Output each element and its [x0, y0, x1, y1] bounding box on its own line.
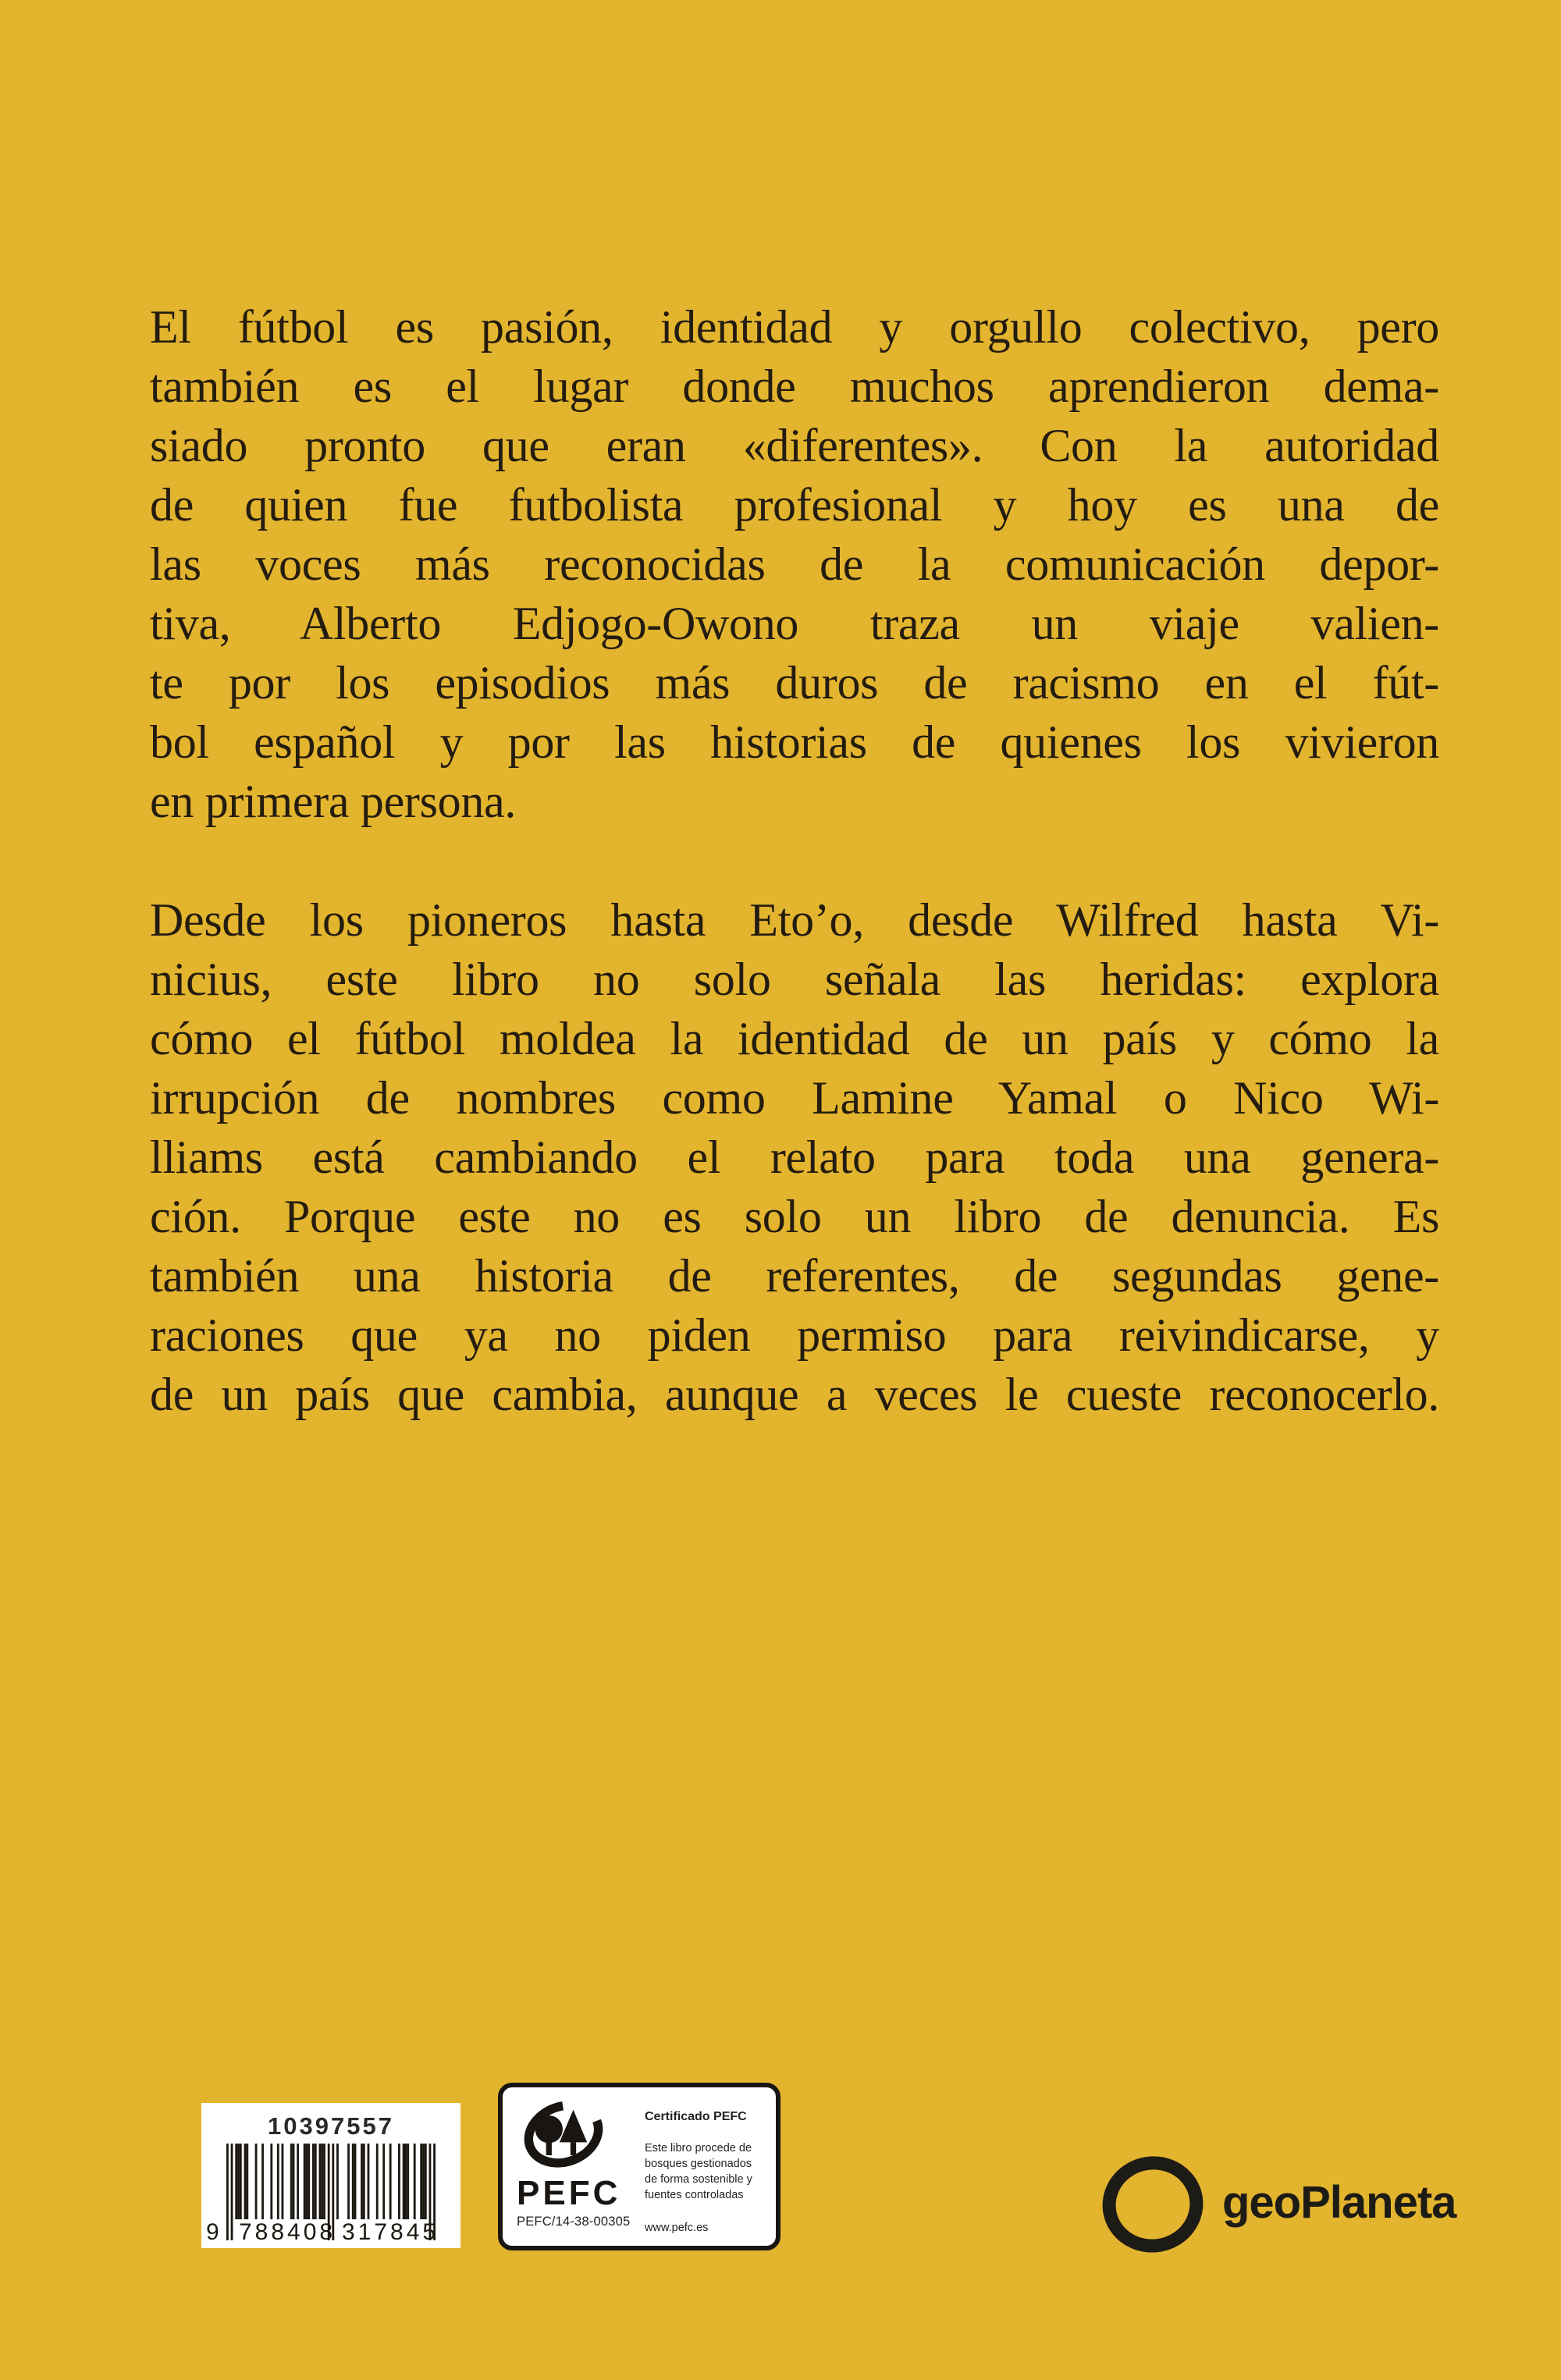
synopsis-line: también una historia de referentes, de segundas gene-	[150, 1250, 1439, 1302]
synopsis-paragraph-2	[150, 890, 1439, 1424]
publisher-logo	[1099, 2152, 1456, 2257]
pefc-trees-icon	[518, 2097, 609, 2175]
synopsis-line: de quien fue futbolista profesional y hoy es una de	[150, 479, 1439, 531]
synopsis-line: en primera persona.	[150, 776, 517, 827]
synopsis-line: raciones que ya no piden permiso para reivindicarse, y	[150, 1309, 1439, 1361]
synopsis-line: Desde los pioneros hasta Eto’o, desde Wilfred hasta Vi-	[150, 894, 1439, 946]
synopsis-line: bol español y por las historias de quienes los vivieron	[150, 716, 1439, 768]
synopsis-line: tiva, Alberto Edjogo-Owono traza un viaje valien-	[150, 598, 1439, 649]
synopsis-line: cómo el fútbol moldea la identidad de un país y cómo la	[150, 1013, 1439, 1064]
synopsis-paragraph-1	[150, 297, 1439, 831]
synopsis-line: también es el lugar donde muchos aprendieron dema-	[150, 361, 1439, 412]
synopsis-line: las voces más reconocidas de la comunicación depor-	[150, 538, 1439, 590]
pefc-text-column	[645, 2097, 765, 2236]
ean-left-group: 788408	[239, 2219, 336, 2245]
synopsis-line: lliams está cambiando el relato para toda una genera-	[150, 1131, 1439, 1183]
pefc-certificate-description: Este libro procede de bosques gestionados de forma sostenible y fuentes controladas	[645, 2142, 752, 2201]
publisher-name: geoPlaneta	[1222, 2176, 1456, 2228]
synopsis-text	[150, 297, 1439, 1424]
ean-right-group: 317845	[342, 2219, 439, 2245]
synopsis-line: siado pronto que eran «diferentes». Con la autoridad	[150, 420, 1439, 471]
pefc-website-url: www.pefc.es	[645, 2222, 709, 2234]
synopsis-line: ción. Porque este no es solo un libro de denuncia. Es	[150, 1191, 1439, 1242]
synopsis-line: nicius, este libro no solo señala las heridas: explora	[150, 954, 1439, 1005]
pefc-license-number: PEFC/14-38-00305	[517, 2215, 631, 2229]
pefc-wordmark: PEFC	[517, 2174, 621, 2212]
product-code: 10397557	[268, 2112, 394, 2140]
publisher-ring-icon	[1099, 2152, 1207, 2257]
barcode-label	[201, 2103, 460, 2248]
ean13-barcode	[206, 2144, 439, 2245]
synopsis-line: te por los episodios más duros de racismo en el fút-	[150, 657, 1439, 709]
ean-first-digit: 9	[206, 2219, 219, 2245]
pefc-certificate-title: Certificado PEFC	[645, 2110, 747, 2123]
synopsis-line: irrupción de nombres como Lamine Yamal o Nico Wi-	[150, 1072, 1439, 1124]
pefc-logo-column	[517, 2097, 635, 2236]
synopsis-line: de un país que cambia, aunque a veces le cueste reconocerlo.	[150, 1369, 1439, 1420]
paragraph-gap	[150, 831, 1439, 890]
synopsis-line: El fútbol es pasión, identidad y orgullo colectivo, pero	[150, 301, 1439, 353]
pefc-certificate-label	[498, 2083, 780, 2250]
